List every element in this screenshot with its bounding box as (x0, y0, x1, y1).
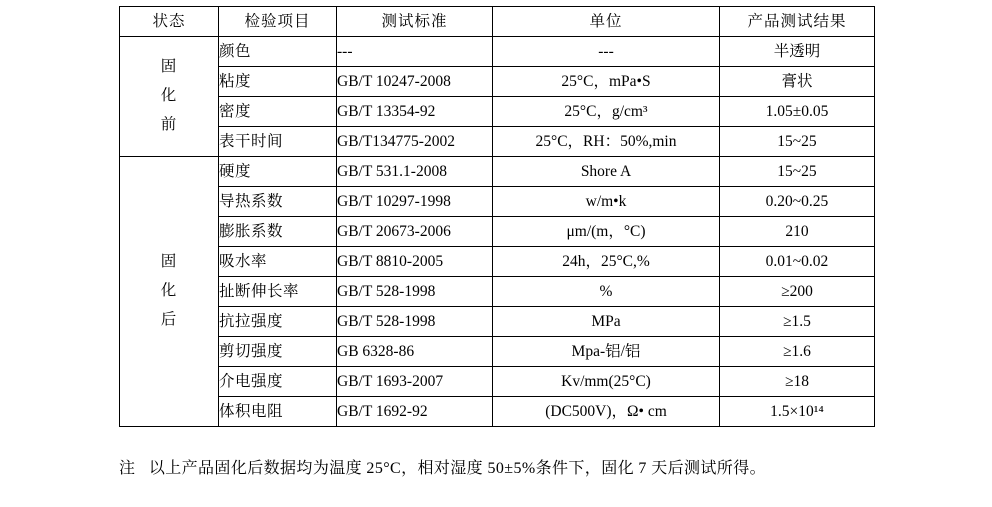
cell-unit: (DC500V)，Ω• cm (493, 397, 720, 427)
table-row (120, 247, 875, 277)
column-header-state: 状态 (120, 7, 219, 37)
cell-unit: 25°C，RH：50%,min (493, 127, 720, 157)
cell-item: 剪切强度 (219, 337, 337, 367)
cell-result: 0.20~0.25 (720, 187, 875, 217)
cell-item: 导热系数 (219, 187, 337, 217)
state-group-char: 固 (160, 58, 178, 76)
specification-table (119, 6, 875, 427)
cell-standard: GB/T 10247-2008 (337, 67, 493, 97)
cell-standard: GB 6328-86 (337, 337, 493, 367)
table-row (120, 67, 875, 97)
cell-result: ≥200 (720, 277, 875, 307)
cell-standard: GB/T 1693-2007 (337, 367, 493, 397)
cell-result: 15~25 (720, 157, 875, 187)
cell-item: 抗拉强度 (219, 307, 337, 337)
column-header-result: 产品测试结果 (720, 7, 875, 37)
cell-standard: GB/T 531.1-2008 (337, 157, 493, 187)
cell-unit: 25°C，g/cm³ (493, 97, 720, 127)
cell-item: 介电强度 (219, 367, 337, 397)
table-row (120, 37, 875, 67)
table-row (120, 97, 875, 127)
cell-standard: GB/T 528-1998 (337, 307, 493, 337)
state-group-char: 前 (160, 115, 178, 133)
cell-result: ≥1.6 (720, 337, 875, 367)
cell-standard: GB/T 1692-92 (337, 397, 493, 427)
footnote-label: 注 (119, 460, 136, 477)
table-row (120, 367, 875, 397)
cell-unit: w/m•k (493, 187, 720, 217)
table-header-row (120, 7, 875, 37)
state-group-after-curing (120, 157, 219, 427)
cell-result: 210 (720, 217, 875, 247)
table-row (120, 337, 875, 367)
footnote-text: 以上产品固化后数据均为温度 25°C，相对湿度 50±5%条件下，固化 7 天后测试所得。 (148, 460, 766, 477)
table-row (120, 217, 875, 247)
cell-unit: Mpa-铝/铝 (493, 337, 720, 367)
cell-result: 0.01~0.02 (720, 247, 875, 277)
cell-result: 膏状 (720, 67, 875, 97)
table-row (120, 187, 875, 217)
cell-item: 扯断伸长率 (219, 277, 337, 307)
state-group-char: 化 (160, 282, 178, 300)
cell-result: 半透明 (720, 37, 875, 67)
cell-item: 硬度 (219, 157, 337, 187)
cell-result: ≥1.5 (720, 307, 875, 337)
cell-standard: --- (337, 37, 493, 67)
cell-standard: GB/T 20673-2006 (337, 217, 493, 247)
cell-unit: --- (493, 37, 720, 67)
cell-standard: GB/T 10297-1998 (337, 187, 493, 217)
cell-item: 颜色 (219, 37, 337, 67)
cell-item: 表干时间 (219, 127, 337, 157)
table-row (120, 397, 875, 427)
cell-standard: GB/T134775-2002 (337, 127, 493, 157)
table-row (120, 127, 875, 157)
cell-unit: Kv/mm(25°C) (493, 367, 720, 397)
cell-unit: 25°C，mPa•S (493, 67, 720, 97)
column-header-unit: 单位 (493, 7, 720, 37)
cell-item: 粘度 (219, 67, 337, 97)
cell-result: 15~25 (720, 127, 875, 157)
cell-item: 体积电阻 (219, 397, 337, 427)
cell-result: 1.05±0.05 (720, 97, 875, 127)
table-row (120, 157, 875, 187)
cell-item: 密度 (219, 97, 337, 127)
state-group-before-curing (120, 37, 219, 157)
cell-unit: 24h，25°C,% (493, 247, 720, 277)
cell-unit: % (493, 277, 720, 307)
state-group-char: 固 (160, 253, 178, 271)
cell-standard: GB/T 13354-92 (337, 97, 493, 127)
cell-result: ≥18 (720, 367, 875, 397)
cell-item: 膨胀系数 (219, 217, 337, 247)
cell-unit: Shore A (493, 157, 720, 187)
cell-item: 吸水率 (219, 247, 337, 277)
cell-standard: GB/T 8810-2005 (337, 247, 493, 277)
column-header-item: 检验项目 (219, 7, 337, 37)
table-row (120, 307, 875, 337)
cell-unit: MPa (493, 307, 720, 337)
cell-unit: μm/(m，°C) (493, 217, 720, 247)
column-header-standard: 测试标准 (337, 7, 493, 37)
cell-standard: GB/T 528-1998 (337, 277, 493, 307)
state-group-char: 化 (160, 87, 178, 105)
cell-result: 1.5×10¹⁴ (720, 397, 875, 427)
table-row (120, 277, 875, 307)
footnote (119, 455, 909, 478)
state-group-char: 后 (160, 310, 178, 328)
